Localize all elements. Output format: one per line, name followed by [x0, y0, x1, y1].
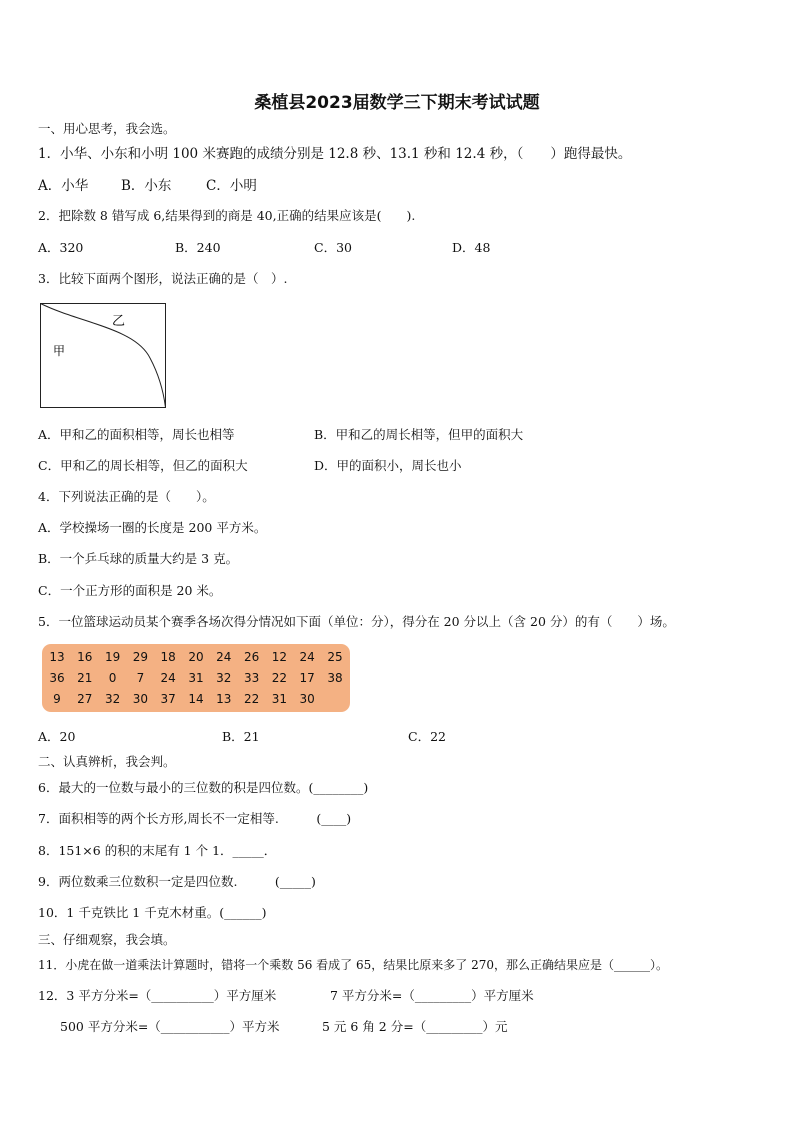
score-cell: 32 [216, 671, 232, 685]
question-1: 1．小华、小东和小明 100 米赛跑的成绩分别是 12.8 秒、13.1 秒和 12.4 秒，（ ）跑得最快。 [38, 146, 632, 162]
question-3: 3．比较下面两个图形，说法正确的是（ ）. [38, 271, 288, 286]
score-cell: 16 [77, 650, 93, 664]
score-cell: 26 [243, 650, 260, 664]
question-4: 4．下列说法正确的是（ ）。 [38, 489, 215, 504]
score-cell: 31 [271, 692, 288, 706]
score-cell: 37 [160, 692, 176, 706]
q3-option-b: B．甲和乙的周长相等，但甲的面积大 [314, 427, 524, 442]
question-11: 11．小虎在做一道乘法计算题时，错将一个乘数 56 看成了 65，结果比原来多了 270，那么正确结果应是（______）。 [38, 958, 668, 972]
question-12b: 7 平方分米=（_________）平方厘米 [330, 988, 534, 1003]
q2-option-d: D．48 [452, 240, 491, 255]
question-8: 8．151×6 的积的末尾有 1 个 1．_____． [38, 843, 277, 858]
score-cell: 33 [243, 671, 260, 685]
score-cell: 31 [188, 671, 204, 685]
question-10: 10．1 千克铁比 1 千克木材重。(______) [38, 905, 267, 920]
q2-option-c: C．30 [314, 240, 352, 255]
score-cell: 24 [216, 650, 232, 664]
score-cell: 20 [188, 650, 204, 664]
figure-label-yi: 乙 [112, 314, 126, 329]
q5-option-b: B．21 [222, 729, 260, 744]
q5-option-a: A．20 [38, 729, 76, 744]
score-cell: 19 [104, 650, 121, 664]
section-heading-2: 二、认真辨析，我会判。 [38, 754, 176, 769]
score-cell: 18 [160, 650, 176, 664]
q3-option-c: C．甲和乙的周长相等，但乙的面积大 [38, 458, 248, 473]
q3-option-a: A．甲和乙的面积相等，周长也相等 [38, 427, 235, 442]
question-6: 6．最大的一位数与最小的三位数的积是四位数。(________) [38, 780, 369, 795]
figure-label-jia: 甲 [53, 344, 66, 358]
question-12a: 12．3 平方分米=（__________）平方厘米 [38, 988, 277, 1003]
q3-figure [40, 303, 166, 408]
score-cell: 14 [188, 692, 204, 706]
question-12d: 5 元 6 角 2 分=（_________）元 [322, 1019, 508, 1034]
question-12c: 500 平方分米=（___________）平方米 [60, 1019, 280, 1034]
q4-option-c: C．一个正方形的面积是 20 米。 [38, 583, 222, 598]
q4-option-a: A．学校操场一圈的长度是 200 平方米。 [38, 520, 267, 535]
q1-option-b: B．小东 [121, 178, 172, 194]
score-cell: 21 [77, 671, 93, 685]
score-cell: 25 [327, 650, 343, 664]
score-cell: 9 [53, 692, 61, 706]
score-cell: 13 [49, 650, 65, 664]
score-cell: 30 [299, 692, 315, 706]
q3-option-d: D．甲的面积小，周长也小 [314, 458, 462, 473]
score-cell: 32 [104, 692, 121, 706]
question-7: 7．面积相等的两个长方形,周长不一定相等. (____) [38, 811, 352, 826]
q2-option-a: A．320 [38, 240, 84, 255]
score-cell: 22 [271, 671, 288, 685]
score-grid [42, 644, 350, 712]
q4-option-b: B．一个乒乓球的质量大约是 3 克。 [38, 551, 239, 566]
score-cell: 27 [77, 692, 93, 706]
question-9: 9．两位数乘三位数积一定是四位数. (_____) [38, 874, 316, 889]
score-cell: 36 [49, 671, 65, 685]
score-cell: 22 [243, 692, 260, 706]
score-cell: 7 [136, 671, 145, 685]
q5-option-c: C．22 [408, 729, 446, 744]
score-cell: 30 [132, 692, 149, 706]
score-cell: 38 [327, 671, 343, 685]
score-cell: 17 [299, 671, 315, 685]
q2-option-b: B．240 [175, 240, 221, 255]
page-title: 桑植县2023届数学三下期末考试试题 [254, 93, 540, 113]
question-5: 5．一位篮球运动员某个赛季各场次得分情况如下面（单位：分），得分在 20 分以上（含 20 分）的有（ ）场。 [38, 614, 675, 629]
q1-option-a: A．小华 [38, 178, 89, 194]
score-cell: 13 [216, 692, 232, 706]
q1-option-c: C．小明 [206, 178, 257, 194]
score-cell: 24 [160, 671, 176, 685]
score-cell: 12 [271, 650, 288, 664]
question-2: 2．把除数 8 错写成 6,结果得到的商是 40,正确的结果应该是( ). [38, 208, 416, 223]
score-cell: 29 [132, 650, 149, 664]
section-heading-1: 一、用心思考，我会选。 [38, 121, 176, 136]
score-cell: 24 [299, 650, 315, 664]
section-heading-3: 三、仔细观察，我会填。 [38, 932, 176, 947]
score-cell: 0 [108, 671, 117, 685]
